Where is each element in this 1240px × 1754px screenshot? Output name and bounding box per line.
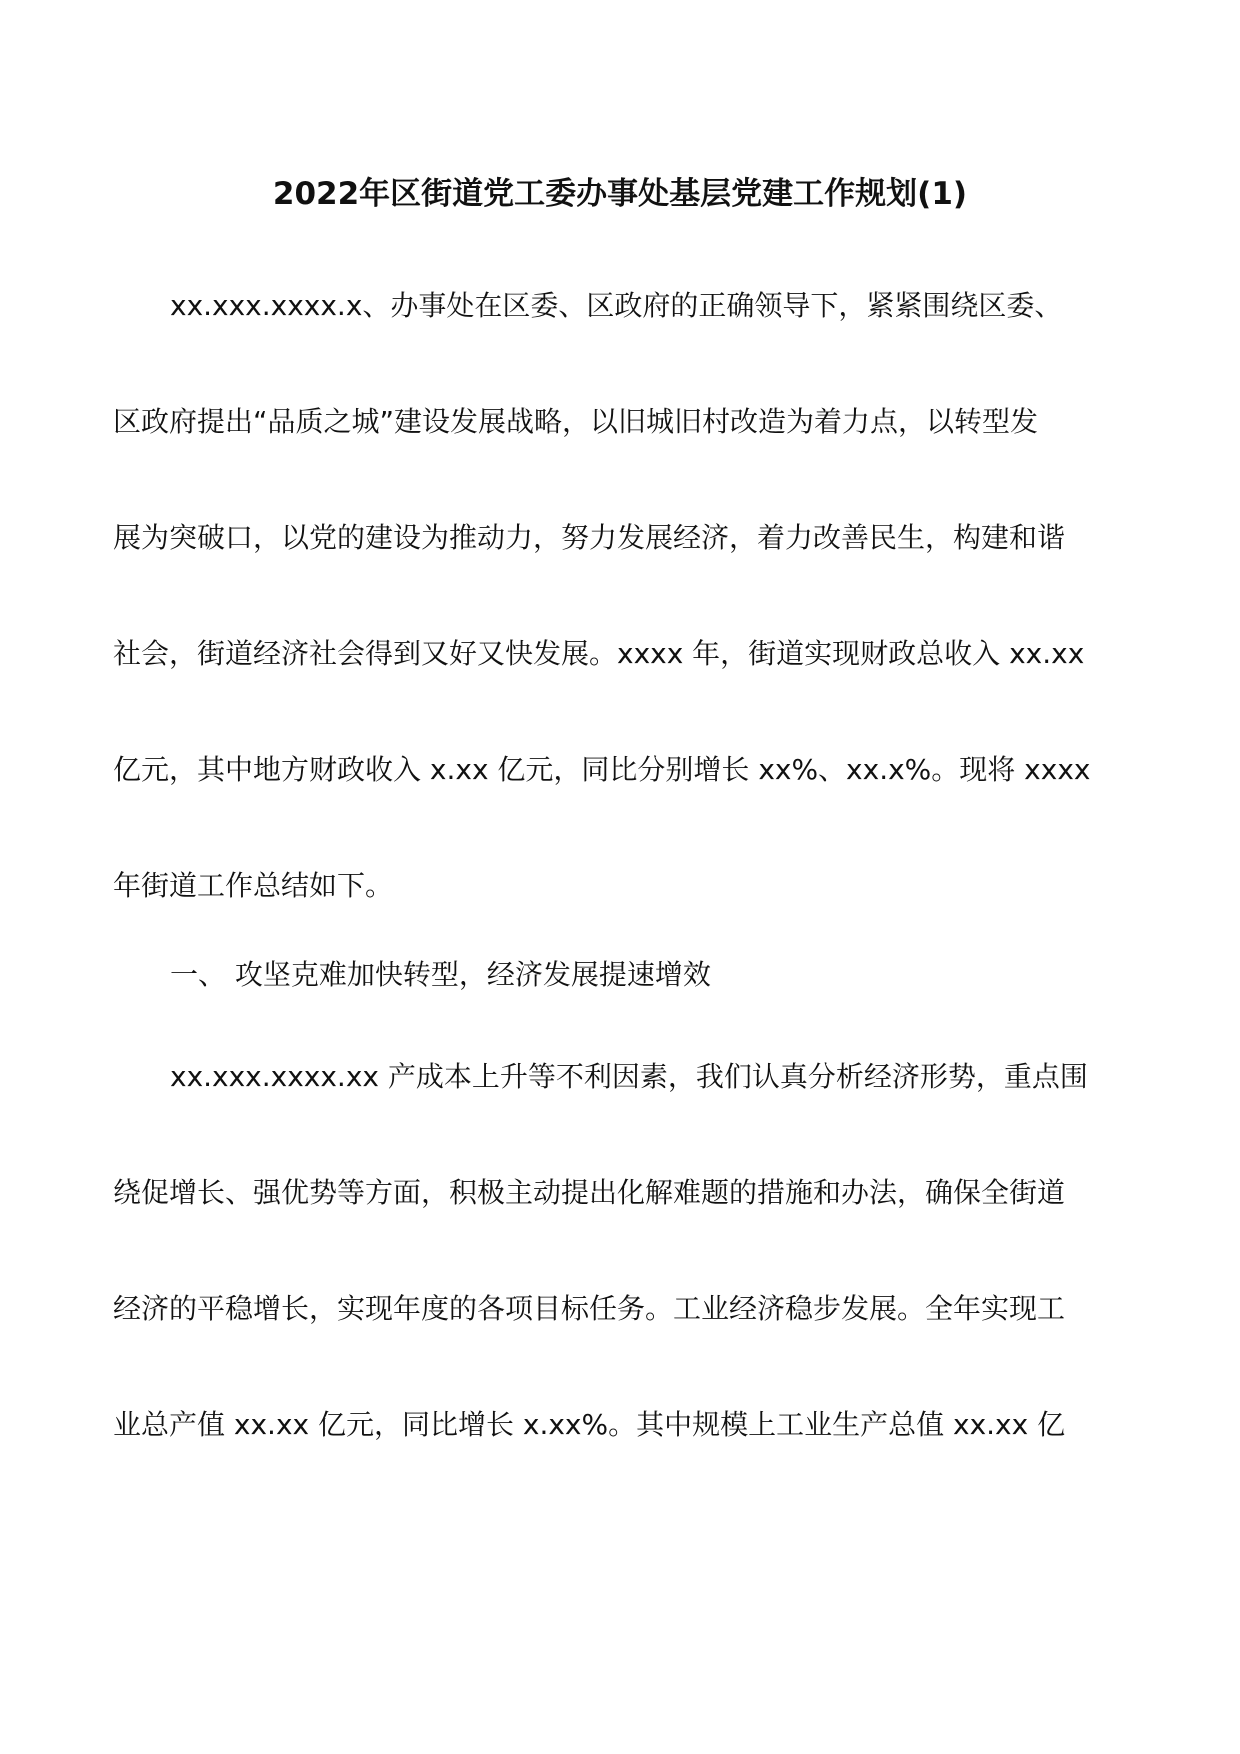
paragraph-2-line-4: 业总产值 xx.xx 亿元，同比增长 x.xx%。其中规模上工业生产总值 xx.xx 亿 <box>113 1408 1066 1441</box>
section-heading-1: 一、 攻坚克难加快转型，经济发展提速增效 <box>170 958 711 991</box>
paragraph-1-line-1: xx.xxx.xxxx.x、办事处在区委、区政府的正确领导下，紧紧围绕区委、 <box>170 289 1063 322</box>
paragraph-1-line-2: 区政府提出“品质之城”建设发展战略，以旧城旧村改造为着力点，以转型发 <box>113 405 1039 438</box>
document-title: 2022年区街道党工委办事处基层党建工作规划(1) <box>272 176 968 212</box>
paragraph-1-line-5: 亿元，其中地方财政收入 x.xx 亿元，同比分别增长 xx%、xx.x%。现将 xxxx <box>113 753 1091 786</box>
paragraph-2-line-3: 经济的平稳增长，实现年度的各项目标任务。工业经济稳步发展。全年实现工 <box>113 1292 1066 1325</box>
paragraph-1-line-3: 展为突破口，以党的建设为推动力，努力发展经济，着力改善民生，构建和谐 <box>113 521 1066 554</box>
paragraph-1-line-4: 社会，街道经济社会得到又好又快发展。xxxx 年，街道实现财政总收入 xx.xx <box>113 637 1085 670</box>
paragraph-2-line-1: xx.xxx.xxxx.xx 产成本上升等不利因素，我们认真分析经济形势，重点围 <box>170 1060 1088 1093</box>
paragraph-1-line-6: 年街道工作总结如下。 <box>113 869 394 902</box>
paragraph-2-line-2: 绕促增长、强优势等方面，积极主动提出化解难题的措施和办法，确保全街道 <box>113 1176 1066 1209</box>
